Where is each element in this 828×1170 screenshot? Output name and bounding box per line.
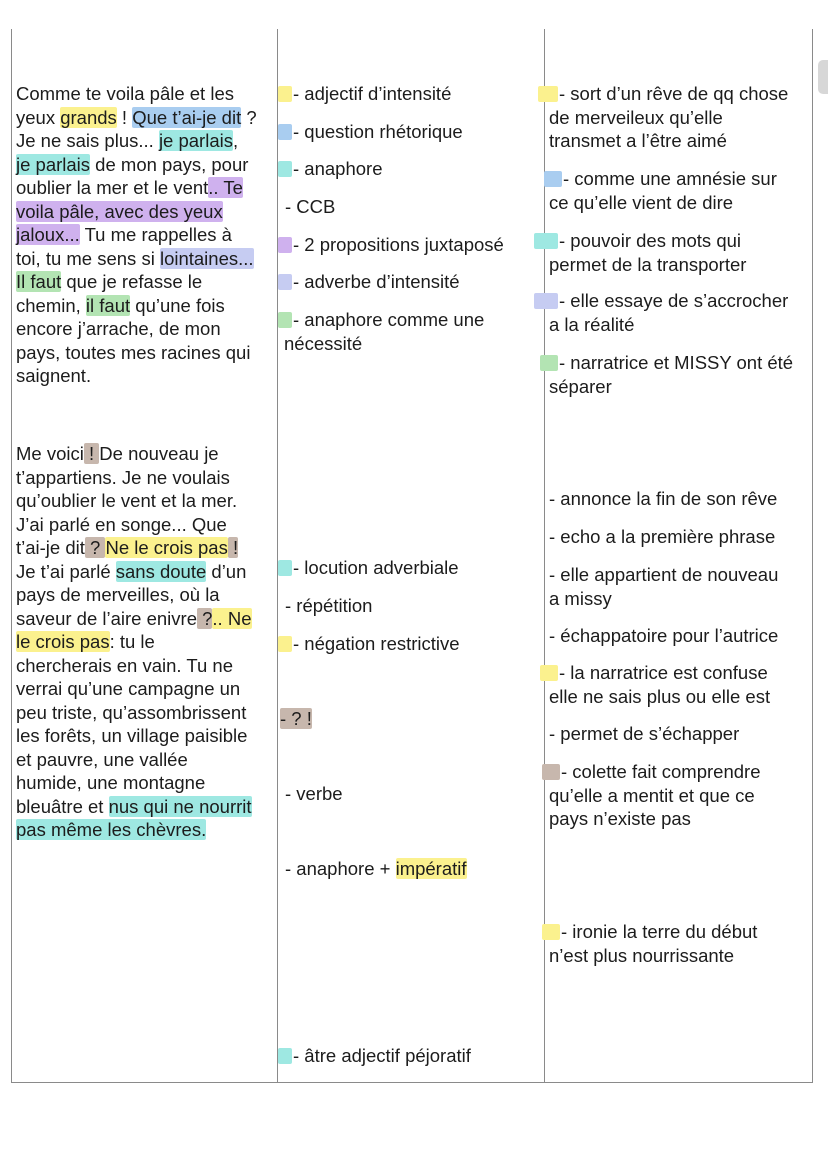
text-line: encore j’arrache, de mon xyxy=(16,318,221,339)
highlight-teal: je parlais xyxy=(158,130,233,151)
highlight-blue: Que t’ai-je dit xyxy=(132,106,242,128)
text-line: humide, une montagne xyxy=(16,772,206,793)
highlight-brown: ? xyxy=(84,537,106,558)
text-line: les forêts, un village paisible xyxy=(16,725,248,746)
text-line: je parlais de mon pays, pour xyxy=(16,153,249,175)
highlight-periwinkle: lointaines... xyxy=(159,247,254,269)
text-line: Je t’ai parlé sans doute d’un xyxy=(16,560,247,582)
interpretation-note: - la narratrice est confuse elle ne sais plus ou elle est xyxy=(540,661,770,708)
color-marker xyxy=(278,124,292,140)
highlight-yellow: Ne le crois pas xyxy=(105,537,228,558)
figure-note: - ? ! xyxy=(280,708,312,729)
highlight-brown: ! xyxy=(227,537,239,558)
interpretation-note: - sort d’un rêve de qq chose de merveileux qu’elle transmet a l’être aimé xyxy=(538,82,788,153)
color-marker xyxy=(278,274,292,290)
text-line: J’ai parlé en songe... Que xyxy=(16,513,227,535)
interpretation-note: - elle essaye de s’accrocher a la réalité xyxy=(534,289,788,336)
highlight-violet: jaloux... xyxy=(16,224,80,245)
color-marker xyxy=(278,237,292,253)
highlight-yellow: grands xyxy=(60,106,117,128)
highlight-teal: je parlais xyxy=(16,153,91,175)
interpretation-note: - echo a la première phrase xyxy=(549,526,776,547)
text-line: Il faut que je refasse le xyxy=(16,271,203,292)
text-line: peu triste, qu’assombrissent xyxy=(16,701,247,723)
text-line: Comme te voila pâle et les xyxy=(16,83,234,104)
color-marker xyxy=(534,293,558,309)
highlight-green: il faut xyxy=(85,294,131,316)
highlight-yellow: impératif xyxy=(395,858,467,879)
text-line: le crois pas: tu le xyxy=(16,631,155,652)
text-line: et pauvre, une vallée xyxy=(16,748,188,770)
figure-note: - adverbe d’intensité xyxy=(278,270,460,294)
figure-note: - répétition xyxy=(285,595,373,616)
color-marker xyxy=(538,86,558,102)
text-line: t’ai-je dit ? Ne le crois pas ! xyxy=(16,537,239,558)
text-line: pays de merveilles, où la xyxy=(16,584,220,605)
interpretation-note: - annonce la fin de son rêve xyxy=(549,488,778,509)
interpretation-note: - colette fait comprendre qu’elle a mentit et que ce pays n’existe pas xyxy=(542,760,760,831)
highlight-brown: ? xyxy=(196,607,213,629)
text-line: t’appartiens. Je ne voulais xyxy=(16,466,230,488)
figure-note: - question rhétorique xyxy=(278,120,463,144)
text-paragraph-1 xyxy=(16,82,257,388)
highlight-yellow: .. Ne xyxy=(212,607,252,629)
text-line: Je ne sais plus... je parlais, xyxy=(16,130,239,151)
text-line: verrai qu’une campagne un xyxy=(16,678,241,699)
text-line: yeux grands ! Que t’ai-je dit ? xyxy=(16,106,257,128)
text-line: jaloux... Tu me rappelles à xyxy=(16,224,232,245)
interpretation-note: - comme une amnésie sur ce qu’elle vient de dire xyxy=(544,167,777,214)
interpretation-note: - pouvoir des mots qui permet de la transporter xyxy=(534,229,746,276)
text-line: qu’oublier le vent et la mer. xyxy=(16,490,238,511)
color-marker xyxy=(278,1048,292,1064)
figure-note: - adjectif d’intensité xyxy=(278,82,451,106)
figure-note: - verbe xyxy=(285,783,343,804)
highlight-yellow: le crois pas xyxy=(16,631,110,652)
text-line: saignent. xyxy=(16,365,92,386)
figure-note: - CCB xyxy=(285,196,336,217)
color-marker xyxy=(544,171,562,187)
highlight-teal: nus qui ne nourrit xyxy=(108,795,252,817)
text-line xyxy=(16,818,252,842)
figure-note: - 2 propositions juxtaposé xyxy=(278,233,504,257)
text-paragraph-2 xyxy=(16,442,252,842)
color-marker xyxy=(278,636,292,652)
interpretation-note: - ironie la terre du début n’est plus nourrissante xyxy=(542,920,757,967)
text-line: bleuâtre et nus qui ne nourrit xyxy=(16,795,252,817)
color-marker xyxy=(542,764,560,780)
highlight-violet: voila pâle, avec des yeux xyxy=(16,200,223,222)
text-line: toi, tu me sens si lointaines... xyxy=(16,247,254,269)
figure-note: - locution adverbiale xyxy=(278,556,459,580)
color-marker xyxy=(540,665,558,681)
color-marker xyxy=(542,924,560,940)
color-marker xyxy=(534,233,558,249)
highlight-teal: sans doute xyxy=(115,560,207,582)
text-line: chercherais en vain. Tu ne xyxy=(16,654,233,676)
text-line: pays, toutes mes racines qui xyxy=(16,341,251,363)
interpretation-note: - elle appartient de nouveau a missy xyxy=(549,564,779,609)
color-marker xyxy=(278,86,292,102)
figure-note: - âtre adjectif péjoratif xyxy=(278,1044,471,1068)
text-line: oublier la mer et le vent.. Te xyxy=(16,177,243,198)
color-marker xyxy=(278,312,292,328)
figure-note: - anaphore + impératif xyxy=(285,858,467,879)
highlight-green: Il faut xyxy=(16,271,62,292)
color-marker xyxy=(278,161,292,177)
highlight-teal: pas même les chèvres. xyxy=(16,819,207,840)
highlight-violet: .. Te xyxy=(208,177,243,198)
text-line xyxy=(16,200,257,224)
color-marker xyxy=(540,355,558,371)
figure-note: - anaphore xyxy=(278,157,382,181)
highlight-brown: ! xyxy=(83,443,100,464)
scrollbar[interactable] xyxy=(818,60,828,94)
interpretation-note: - échappatoire pour l’autrice xyxy=(549,625,779,646)
figure-note: - négation restrictive xyxy=(278,632,460,656)
figure-note: - anaphore comme une nécessité xyxy=(278,308,484,355)
text-line: saveur de l’aire enivre ?.. Ne xyxy=(16,607,252,629)
text-line: chemin, il faut qu’une fois xyxy=(16,294,225,316)
text-line: Me voici ! De nouveau je xyxy=(16,443,219,464)
interpretation-note: - permet de s’échapper xyxy=(549,723,740,744)
color-marker xyxy=(278,560,292,576)
interpretation-note: - narratrice et MISSY ont été séparer xyxy=(540,351,793,398)
